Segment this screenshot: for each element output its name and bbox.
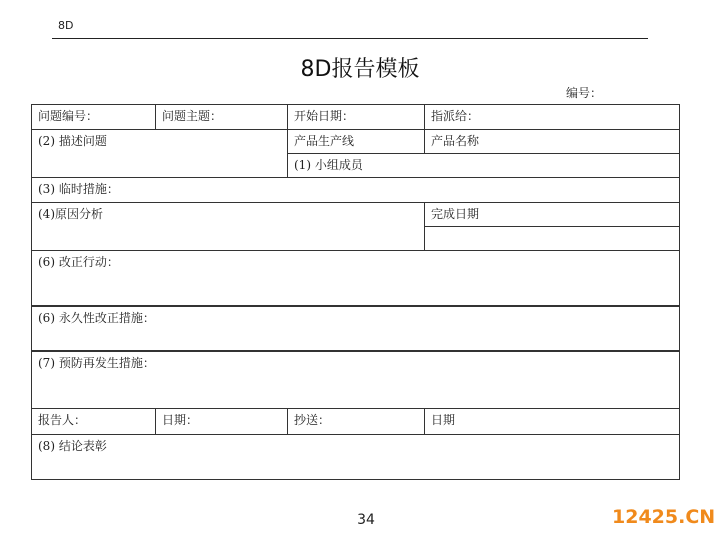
8d-report-form xyxy=(31,104,680,480)
page-title: 8D报告模板 xyxy=(300,57,420,82)
reporter-cell[interactable]: 报告人： xyxy=(32,409,156,435)
interim-measures-cell[interactable]: (3) 临时措施： xyxy=(32,178,680,203)
completion-date-label-cell: 完成日期 xyxy=(425,203,680,227)
header-tag: 8D xyxy=(58,19,74,32)
corrective-action-cell[interactable]: (6) 改正行动： xyxy=(32,251,680,306)
product-line-cell[interactable]: 产品生产线 xyxy=(288,130,425,154)
page-number: 34 xyxy=(357,512,375,528)
assigned-to-cell[interactable]: 指派给： xyxy=(425,105,680,130)
conclusion-cell[interactable]: (8) 结论表彰 xyxy=(32,435,680,480)
problem-subject-cell[interactable]: 问题主题： xyxy=(156,105,288,130)
site-watermark: 12425.CN xyxy=(612,506,716,528)
completion-date-value-cell[interactable] xyxy=(425,227,680,251)
root-cause-cell[interactable]: (4)原因分析 xyxy=(32,203,425,251)
start-date-cell[interactable]: 开始日期： xyxy=(288,105,425,130)
permanent-corrective-cell[interactable]: (6) 永久性改正措施： xyxy=(32,306,680,351)
report-date-cell[interactable]: 日期： xyxy=(156,409,288,435)
cc-date-cell[interactable]: 日期 xyxy=(425,409,680,435)
header-divider xyxy=(52,38,648,39)
doc-number-label: 编号： xyxy=(566,86,603,100)
problem-number-cell[interactable]: 问题编号： xyxy=(32,105,156,130)
describe-problem-cell[interactable]: (2) 描述问题 xyxy=(32,130,288,178)
team-members-cell[interactable]: (1) 小组成员 xyxy=(288,154,680,178)
cc-cell[interactable]: 抄送： xyxy=(288,409,425,435)
prevent-recurrence-cell[interactable]: (7) 预防再发生措施： xyxy=(32,351,680,409)
product-name-cell[interactable]: 产品名称 xyxy=(425,130,680,154)
